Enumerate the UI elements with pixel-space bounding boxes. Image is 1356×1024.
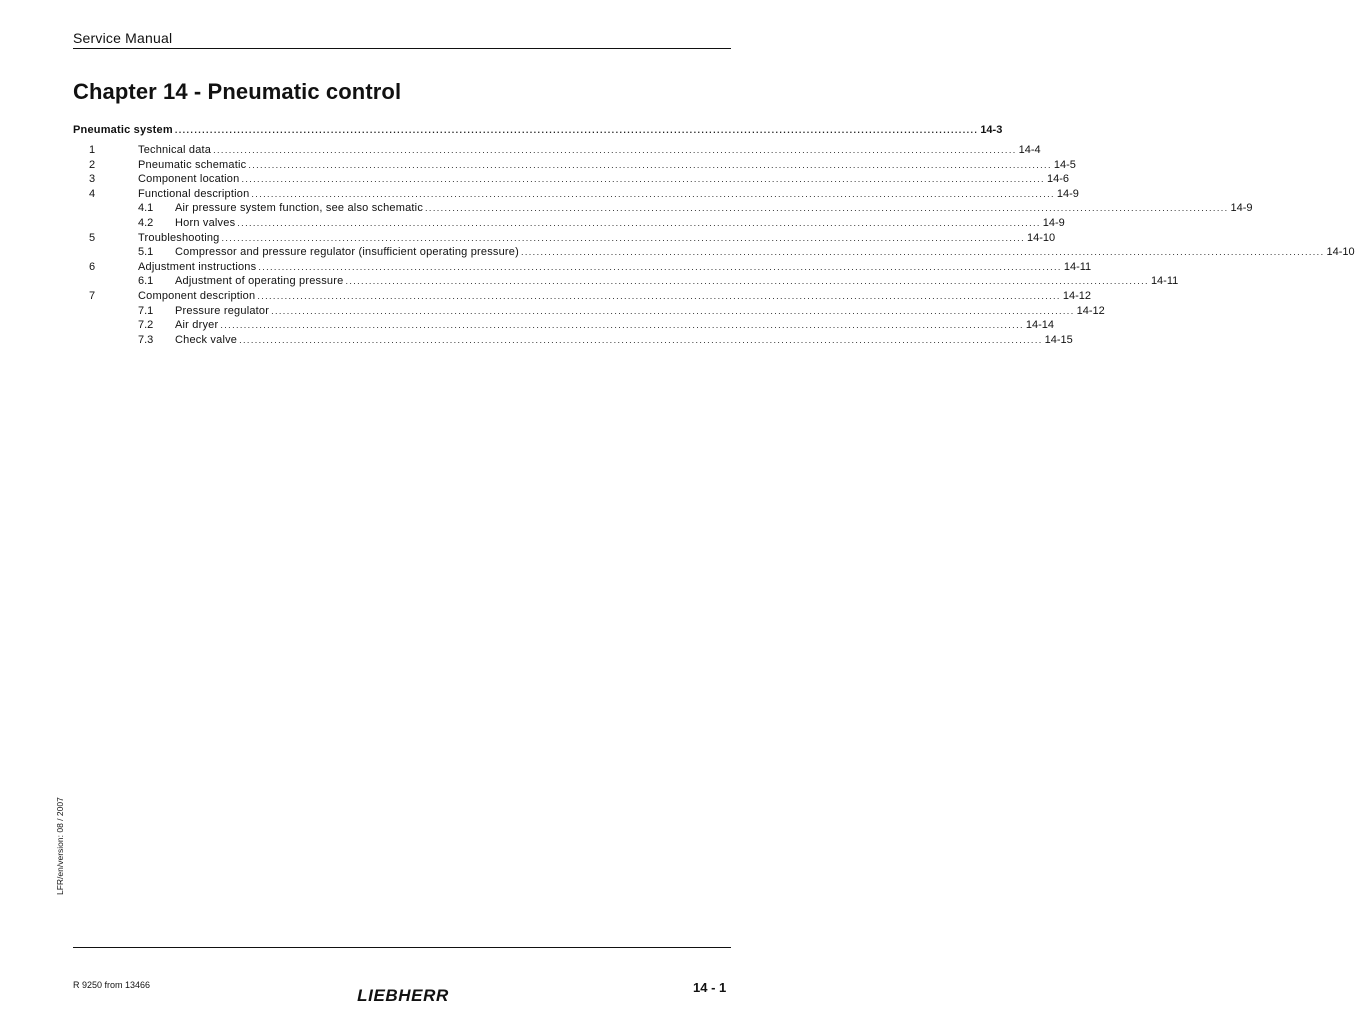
toc-entry-number: 7.1 xyxy=(138,304,154,317)
toc-subentry[interactable] xyxy=(73,333,1073,348)
toc-entry-text: Air pressure system function, see also schematic xyxy=(175,202,424,215)
toc-entry-text: Pneumatic system xyxy=(73,124,173,136)
toc-entry-text: Adjustment instructions xyxy=(138,260,257,273)
toc-entry-number: 6.1 xyxy=(138,275,154,288)
toc-entry-text: Check valve xyxy=(175,333,238,346)
toc-leader-dots: .............................................................................................................................................................................................................. xyxy=(425,203,1229,214)
version-note: LFR/en/version: 08 / 2007 xyxy=(55,797,65,895)
toc-entry-page: 14-9 xyxy=(1230,202,1253,215)
toc-entry[interactable] xyxy=(73,143,1041,158)
toc-entry-number: 4.2 xyxy=(138,216,154,229)
footer-model: R 9250 from 13466 xyxy=(73,980,151,990)
toc-leader-dots: .............................................................................................................................................................................................................. xyxy=(174,125,979,135)
running-header: Service Manual xyxy=(73,30,173,46)
toc-leader-dots: .............................................................................................................................................................................................................. xyxy=(251,188,1055,199)
liebherr-logo xyxy=(341,986,465,1004)
toc-entry-page: 14-11 xyxy=(1150,275,1179,288)
footer-rule xyxy=(73,947,731,948)
toc-subentry[interactable] xyxy=(73,304,1105,319)
toc-entry-text: Adjustment of operating pressure xyxy=(175,275,344,288)
toc-entry-text: Component description xyxy=(138,289,256,302)
toc-leader-dots: .............................................................................................................................................................................................................. xyxy=(241,174,1045,185)
toc-entry[interactable] xyxy=(73,289,1091,304)
toc-entry-text: Air dryer xyxy=(175,319,219,332)
toc-section-entry[interactable] xyxy=(73,123,1003,143)
toc-entry-number: 5 xyxy=(89,231,96,244)
header-rule xyxy=(73,48,731,49)
toc-leader-dots: .............................................................................................................................................................................................................. xyxy=(220,320,1024,331)
toc-entry-number: 4 xyxy=(89,187,96,200)
toc-leader-dots: .............................................................................................................................................................................................................. xyxy=(345,276,1149,287)
toc-entry-text: Horn valves xyxy=(175,216,236,229)
toc-subentry[interactable] xyxy=(73,274,1179,289)
toc-entry-page: 14-9 xyxy=(1042,216,1065,229)
toc-entry-text: Functional description xyxy=(138,187,250,200)
toc-entry[interactable] xyxy=(73,187,1079,202)
toc-entry-page: 14-11 xyxy=(1063,260,1092,273)
toc-leader-dots: .............................................................................................................................................................................................................. xyxy=(257,290,1061,301)
toc-subentry[interactable] xyxy=(73,216,1065,231)
toc-leader-dots: .............................................................................................................................................................................................................. xyxy=(258,261,1062,272)
chapter-title: Chapter 14 - Pneumatic control xyxy=(73,79,402,104)
toc-entry-text: Troubleshooting xyxy=(138,231,220,244)
toc-entry[interactable] xyxy=(73,158,1076,173)
toc-entry-number: 7.3 xyxy=(138,333,154,346)
toc-entry-page: 14-9 xyxy=(1056,187,1079,200)
toc-entry-page: 14-10 xyxy=(1326,246,1355,259)
toc-entry-page: 14-5 xyxy=(1053,158,1076,171)
toc-leader-dots: .............................................................................................................................................................................................................. xyxy=(271,305,1075,316)
toc-entry-page: 14-12 xyxy=(1062,289,1091,302)
toc-leader-dots: .............................................................................................................................................................................................................. xyxy=(221,232,1025,243)
toc-subentry[interactable] xyxy=(73,245,1355,260)
toc-entry-text: Component location xyxy=(138,173,240,186)
toc-entry[interactable] xyxy=(73,260,1092,275)
toc-subentry[interactable] xyxy=(73,201,1253,216)
toc-leader-dots: .............................................................................................................................................................................................................. xyxy=(239,334,1043,345)
toc-entry-text: Compressor and pressure regulator (insufficient operating pressure) xyxy=(175,246,519,259)
toc-entry-number: 1 xyxy=(89,144,96,156)
toc-entry[interactable] xyxy=(73,172,1069,187)
toc-entry-number: 3 xyxy=(89,173,96,186)
toc-entry-number: 6 xyxy=(89,260,96,273)
table-of-contents xyxy=(73,123,1355,347)
toc-leader-dots: .............................................................................................................................................................................................................. xyxy=(213,145,1017,155)
toc-entry-number: 7 xyxy=(89,289,96,302)
toc-entry-number: 5.1 xyxy=(138,246,154,259)
toc-leader-dots: .............................................................................................................................................................................................................. xyxy=(237,217,1041,228)
toc-entry-text: Technical data xyxy=(138,144,212,156)
liebherr-logo-text: LIEBHERR xyxy=(357,986,449,1005)
toc-leader-dots: .............................................................................................................................................................................................................. xyxy=(520,247,1325,258)
toc-subentry[interactable] xyxy=(73,318,1055,333)
toc-entry-page: 14-12 xyxy=(1076,304,1105,317)
toc-entry-text: Pressure regulator xyxy=(175,304,270,317)
toc-entry-page: 14-10 xyxy=(1026,231,1056,244)
toc-leader-dots: .............................................................................................................................................................................................................. xyxy=(248,159,1052,170)
toc-entry-page: 14-4 xyxy=(1018,144,1041,156)
toc-entry-page: 14-6 xyxy=(1046,173,1069,186)
toc-entry[interactable] xyxy=(73,231,1056,246)
toc-entry-number: 4.1 xyxy=(138,202,154,215)
toc-entry-page: 14-3 xyxy=(980,124,1003,136)
toc-entry-text: Pneumatic schematic xyxy=(138,158,247,171)
toc-entry-page: 14-14 xyxy=(1025,319,1055,332)
toc-entry-number: 2 xyxy=(89,158,96,171)
toc-entry-number: 7.2 xyxy=(138,319,154,332)
toc-entry-page: 14-15 xyxy=(1044,333,1073,346)
page-number: 14 - 1 xyxy=(693,980,727,995)
